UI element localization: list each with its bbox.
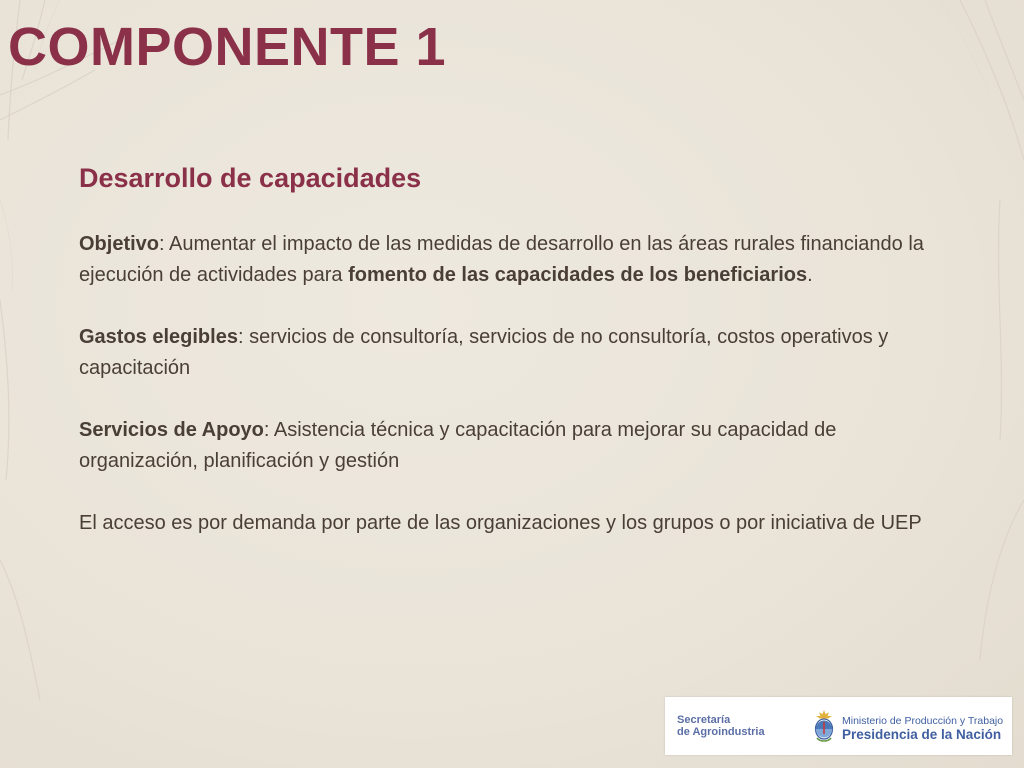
secretaria-line-1: Secretaría (677, 714, 731, 726)
ministry-name: Ministerio de Producción y Trabajo (842, 715, 1004, 727)
servicios-paragraph (79, 415, 939, 477)
objetivo-text: : Aumentar el impacto de las medidas de desarrollo en las áreas rurales financiando la ejecución de actividades para (79, 233, 924, 286)
gastos-paragraph (79, 322, 939, 384)
objetivo-period: . (807, 264, 813, 286)
argentina-coat-of-arms-icon (812, 708, 836, 744)
footer-logo (665, 697, 1012, 755)
acceso-paragraph: El acceso es por demanda por parte de las organizaciones y los grupos o por iniciativa de UEP (79, 512, 922, 534)
gastos-label: Gastos elegibles (79, 326, 238, 348)
slide-content (79, 158, 939, 570)
gastos-text: : servicios de consultoría, servicios de no consultoría, costos operativos y capacitación (79, 326, 889, 379)
slide-title: COMPONENTE 1 (8, 17, 447, 77)
objetivo-bold-text: fomento de las capacidades de los beneficiarios (348, 264, 808, 286)
slide-subtitle: Desarrollo de capacidades (79, 163, 422, 193)
secretaria-logo-text (677, 714, 765, 738)
presidencia-logo-text (842, 715, 1003, 743)
secretaria-line-2: de Agroindustria (677, 726, 765, 738)
servicios-text: : Asistencia técnica y capacitación para mejorar su capacidad de organización, planificación y gestión (79, 419, 837, 472)
servicios-label: Servicios de Apoyo (79, 419, 264, 441)
objetivo-paragraph (79, 229, 939, 291)
presidency-name: Presidencia de la Nación (842, 727, 1002, 742)
objetivo-label: Objetivo (79, 233, 160, 255)
